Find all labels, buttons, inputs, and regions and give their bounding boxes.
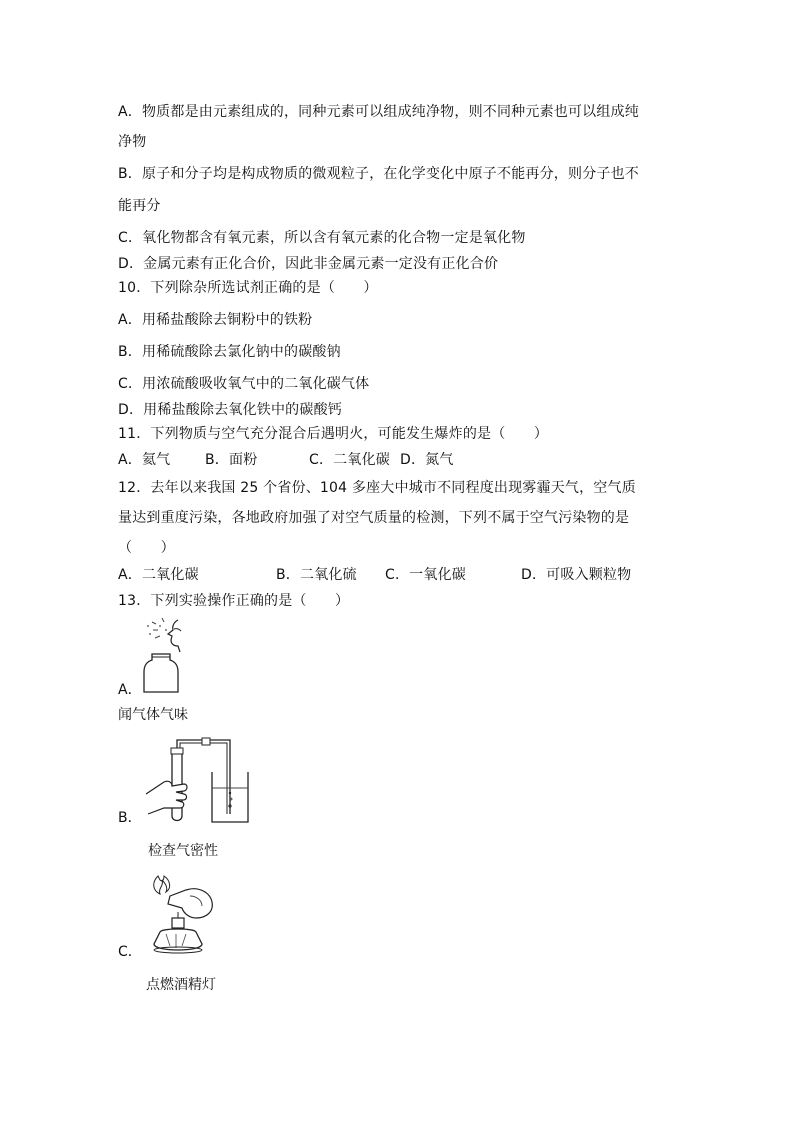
q9-option-b-line2: 能再分	[118, 198, 161, 214]
q12-option-d: D．可吸入颗粒物	[521, 567, 632, 583]
q10-stem: 10．下列除杂所选试剂正确的是（ ）	[118, 280, 378, 296]
q11-options	[118, 451, 454, 469]
q13-option-b-label: B．	[118, 810, 142, 826]
q11-option-a: A．氦气	[118, 452, 171, 468]
q9-option-a-line1: A．物质都是由元素组成的，同种元素可以组成纯净物，则不同种元素也可以组成纯	[118, 104, 639, 120]
q11-stem: 11．下列物质与空气充分混合后遇明火，可能发生爆炸的是（ ）	[118, 426, 549, 442]
q9-option-a-line2: 净物	[118, 134, 147, 150]
q9-option-b-line1: B．原子和分子均是构成物质的微观粒子，在化学变化中原子不能再分，则分子也不	[118, 166, 640, 182]
smell-gas-figure	[138, 616, 200, 694]
q10-option-b: B．用稀硫酸除去氯化钠中的碳酸钠	[118, 344, 341, 360]
q12-option-a: A．二氧化碳	[118, 567, 199, 583]
q10-option-c: C．用浓硫酸吸收氧气中的二氧化碳气体	[118, 376, 370, 392]
q11-option-d: D．氮气	[400, 452, 454, 468]
q12-options	[118, 566, 631, 584]
q13-option-a-caption: 闻气体气味	[118, 707, 188, 723]
q9-option-d: D．金属元素有正化合价，因此非金属元素一定没有正化合价	[118, 256, 499, 272]
q12-stem-line2: 量达到重度污染，各地政府加强了对空气质量的检测，下列不属于空气污染物的是	[118, 510, 630, 526]
q11-option-c: C．二氧化碳	[309, 452, 390, 468]
q13-option-a-label: A．	[118, 682, 142, 698]
q12-stem-line3: （ ）	[118, 540, 175, 556]
q13-option-c-caption: 点燃酒精灯	[146, 977, 216, 993]
q10-option-d: D．用稀盐酸除去氧化铁中的碳酸钙	[118, 402, 342, 418]
q12-option-b: B．二氧化硫	[276, 567, 357, 583]
q12-option-c: C．一氧化碳	[385, 567, 466, 583]
q13-stem: 13．下列实验操作正确的是（ ）	[118, 593, 350, 609]
q11-option-b: B．面粉	[205, 452, 258, 468]
q10-option-a: A．用稀盐酸除去铜粉中的铁粉	[118, 312, 313, 328]
airtightness-check-figure	[142, 736, 254, 828]
alcohol-lamp-figure	[142, 872, 220, 958]
q12-stem-line1: 12．去年以来我国 25 个省份、104 多座大中城市不同程度出现雾霾天气，空气质	[118, 480, 636, 496]
q13-option-c-label: C．	[118, 944, 142, 960]
q13-option-b-caption: 检查气密性	[148, 843, 218, 859]
q9-option-c: C．氧化物都含有氧元素，所以含有氧元素的化合物一定是氧化物	[118, 230, 526, 246]
